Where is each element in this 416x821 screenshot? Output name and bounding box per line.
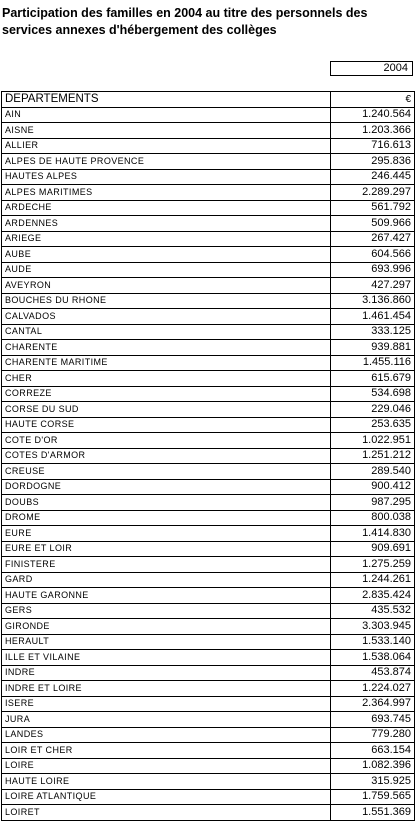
table-row: [2, 619, 415, 635]
table-row: [2, 278, 415, 294]
department-name: CREUSE: [2, 464, 331, 480]
year-cell: 2004: [330, 61, 413, 76]
department-name: GIRONDE: [2, 619, 331, 635]
department-value: 1.224.027: [331, 681, 415, 697]
department-value: 2.289.297: [331, 185, 415, 201]
department-name: LOIRE: [2, 758, 331, 774]
table-row: [2, 758, 415, 774]
department-name: CHER: [2, 371, 331, 387]
department-name: ALPES DE HAUTE PROVENCE: [2, 154, 331, 170]
department-name: GARD: [2, 572, 331, 588]
table-row: [2, 495, 415, 511]
department-name: AUBE: [2, 247, 331, 263]
department-name: JURA: [2, 712, 331, 728]
table-row: [2, 572, 415, 588]
department-name: EURE ET LOIR: [2, 541, 331, 557]
department-value: 1.022.951: [331, 433, 415, 449]
table-row: [2, 371, 415, 387]
department-value: 663.154: [331, 743, 415, 759]
department-name: HAUTE LOIRE: [2, 774, 331, 790]
department-value: 1.551.369: [331, 805, 415, 821]
table-row: [2, 247, 415, 263]
department-name: HERAULT: [2, 634, 331, 650]
department-value: 939.881: [331, 340, 415, 356]
department-name: ISERE: [2, 696, 331, 712]
table-row: [2, 309, 415, 325]
table-row: [2, 433, 415, 449]
department-value: 1.455.116: [331, 355, 415, 371]
department-name: CHARENTE: [2, 340, 331, 356]
department-value: 435.532: [331, 603, 415, 619]
department-value: 289.540: [331, 464, 415, 480]
department-value: 1.275.259: [331, 557, 415, 573]
table-row: [2, 123, 415, 139]
table-row: [2, 712, 415, 728]
department-name: AISNE: [2, 123, 331, 139]
department-name: HAUTE GARONNE: [2, 588, 331, 604]
table-row: [2, 169, 415, 185]
department-value: 453.874: [331, 665, 415, 681]
department-value: 779.280: [331, 727, 415, 743]
department-name: LOIR ET CHER: [2, 743, 331, 759]
department-value: 987.295: [331, 495, 415, 511]
table-row: [2, 789, 415, 805]
department-name: HAUTE CORSE: [2, 417, 331, 433]
table-row: [2, 634, 415, 650]
table-row: [2, 138, 415, 154]
table-row: [2, 650, 415, 666]
department-name: ALLIER: [2, 138, 331, 154]
table-row: [2, 665, 415, 681]
table-row: [2, 603, 415, 619]
department-value: 427.297: [331, 278, 415, 294]
table-row: [2, 805, 415, 821]
table-row: [2, 448, 415, 464]
department-value: 561.792: [331, 200, 415, 216]
department-name: CALVADOS: [2, 309, 331, 325]
table-row: [2, 402, 415, 418]
table-row: [2, 216, 415, 232]
department-name: DROME: [2, 510, 331, 526]
header-label: DEPARTEMENTS: [2, 92, 331, 108]
department-value: 1.461.454: [331, 309, 415, 325]
page-title: Participation des familles en 2004 au titre des personnels des services annexes d'hébergement des collèges: [2, 6, 368, 37]
table-row: [2, 386, 415, 402]
department-value: 295.836: [331, 154, 415, 170]
table-row: [2, 557, 415, 573]
department-value: 315.925: [331, 774, 415, 790]
table-row: [2, 107, 415, 123]
table-row: [2, 588, 415, 604]
department-value: 2.364.997: [331, 696, 415, 712]
department-value: 800.038: [331, 510, 415, 526]
department-name: CANTAL: [2, 324, 331, 340]
department-name: ARDENNES: [2, 216, 331, 232]
department-value: 3.303.945: [331, 619, 415, 635]
department-value: 900.412: [331, 479, 415, 495]
table-row: [2, 355, 415, 371]
table-row: [2, 510, 415, 526]
department-name: FINISTERE: [2, 557, 331, 573]
department-value: 1.533.140: [331, 634, 415, 650]
department-value: 2.835.424: [331, 588, 415, 604]
table-row: [2, 681, 415, 697]
departments-table: [1, 91, 415, 821]
table-row: [2, 293, 415, 309]
department-name: AVEYRON: [2, 278, 331, 294]
department-value: 1.414.830: [331, 526, 415, 542]
department-name: AIN: [2, 107, 331, 123]
table-header-row: [2, 92, 415, 108]
department-value: 509.966: [331, 216, 415, 232]
department-name: ILLE ET VILAINE: [2, 650, 331, 666]
department-value: 909.691: [331, 541, 415, 557]
department-value: 1.244.261: [331, 572, 415, 588]
department-value: 1.082.396: [331, 758, 415, 774]
department-value: 693.996: [331, 262, 415, 278]
table-row: [2, 324, 415, 340]
department-name: LANDES: [2, 727, 331, 743]
department-value: 1.538.064: [331, 650, 415, 666]
table-row: [2, 479, 415, 495]
department-name: AUDE: [2, 262, 331, 278]
table-row: [2, 262, 415, 278]
department-name: CORSE DU SUD: [2, 402, 331, 418]
table-row: [2, 743, 415, 759]
table-row: [2, 696, 415, 712]
table-body: [2, 92, 415, 821]
department-value: 1.240.564: [331, 107, 415, 123]
department-value: 229.046: [331, 402, 415, 418]
department-name: CHARENTE MARITIME: [2, 355, 331, 371]
table-row: [2, 185, 415, 201]
department-value: 1.759.565: [331, 789, 415, 805]
department-value: 253.635: [331, 417, 415, 433]
header-unit: €: [331, 92, 415, 108]
department-name: INDRE: [2, 665, 331, 681]
department-name: LOIRET: [2, 805, 331, 821]
department-value: 716.613: [331, 138, 415, 154]
department-name: COTES D'ARMOR: [2, 448, 331, 464]
department-value: 693.745: [331, 712, 415, 728]
department-name: GERS: [2, 603, 331, 619]
table-row: [2, 417, 415, 433]
table-row: [2, 464, 415, 480]
table-row: [2, 774, 415, 790]
table-row: [2, 541, 415, 557]
department-name: ARDECHE: [2, 200, 331, 216]
department-value: 267.427: [331, 231, 415, 247]
department-value: 604.566: [331, 247, 415, 263]
table-row: [2, 200, 415, 216]
table-row: [2, 340, 415, 356]
department-name: HAUTES ALPES: [2, 169, 331, 185]
department-value: 1.203.366: [331, 123, 415, 139]
department-value: 246.445: [331, 169, 415, 185]
department-value: 3.136.860: [331, 293, 415, 309]
table-row: [2, 526, 415, 542]
department-value: 534.698: [331, 386, 415, 402]
department-name: ARIEGE: [2, 231, 331, 247]
department-name: COTE D'OR: [2, 433, 331, 449]
department-value: 1.251.212: [331, 448, 415, 464]
department-name: LOIRE ATLANTIQUE: [2, 789, 331, 805]
department-name: BOUCHES DU RHONE: [2, 293, 331, 309]
department-name: ALPES MARITIMES: [2, 185, 331, 201]
table-row: [2, 231, 415, 247]
department-value: 333.125: [331, 324, 415, 340]
department-name: DORDOGNE: [2, 479, 331, 495]
department-name: EURE: [2, 526, 331, 542]
department-name: DOUBS: [2, 495, 331, 511]
department-value: 615.679: [331, 371, 415, 387]
department-name: INDRE ET LOIRE: [2, 681, 331, 697]
table-row: [2, 727, 415, 743]
department-name: CORREZE: [2, 386, 331, 402]
table-row: [2, 154, 415, 170]
